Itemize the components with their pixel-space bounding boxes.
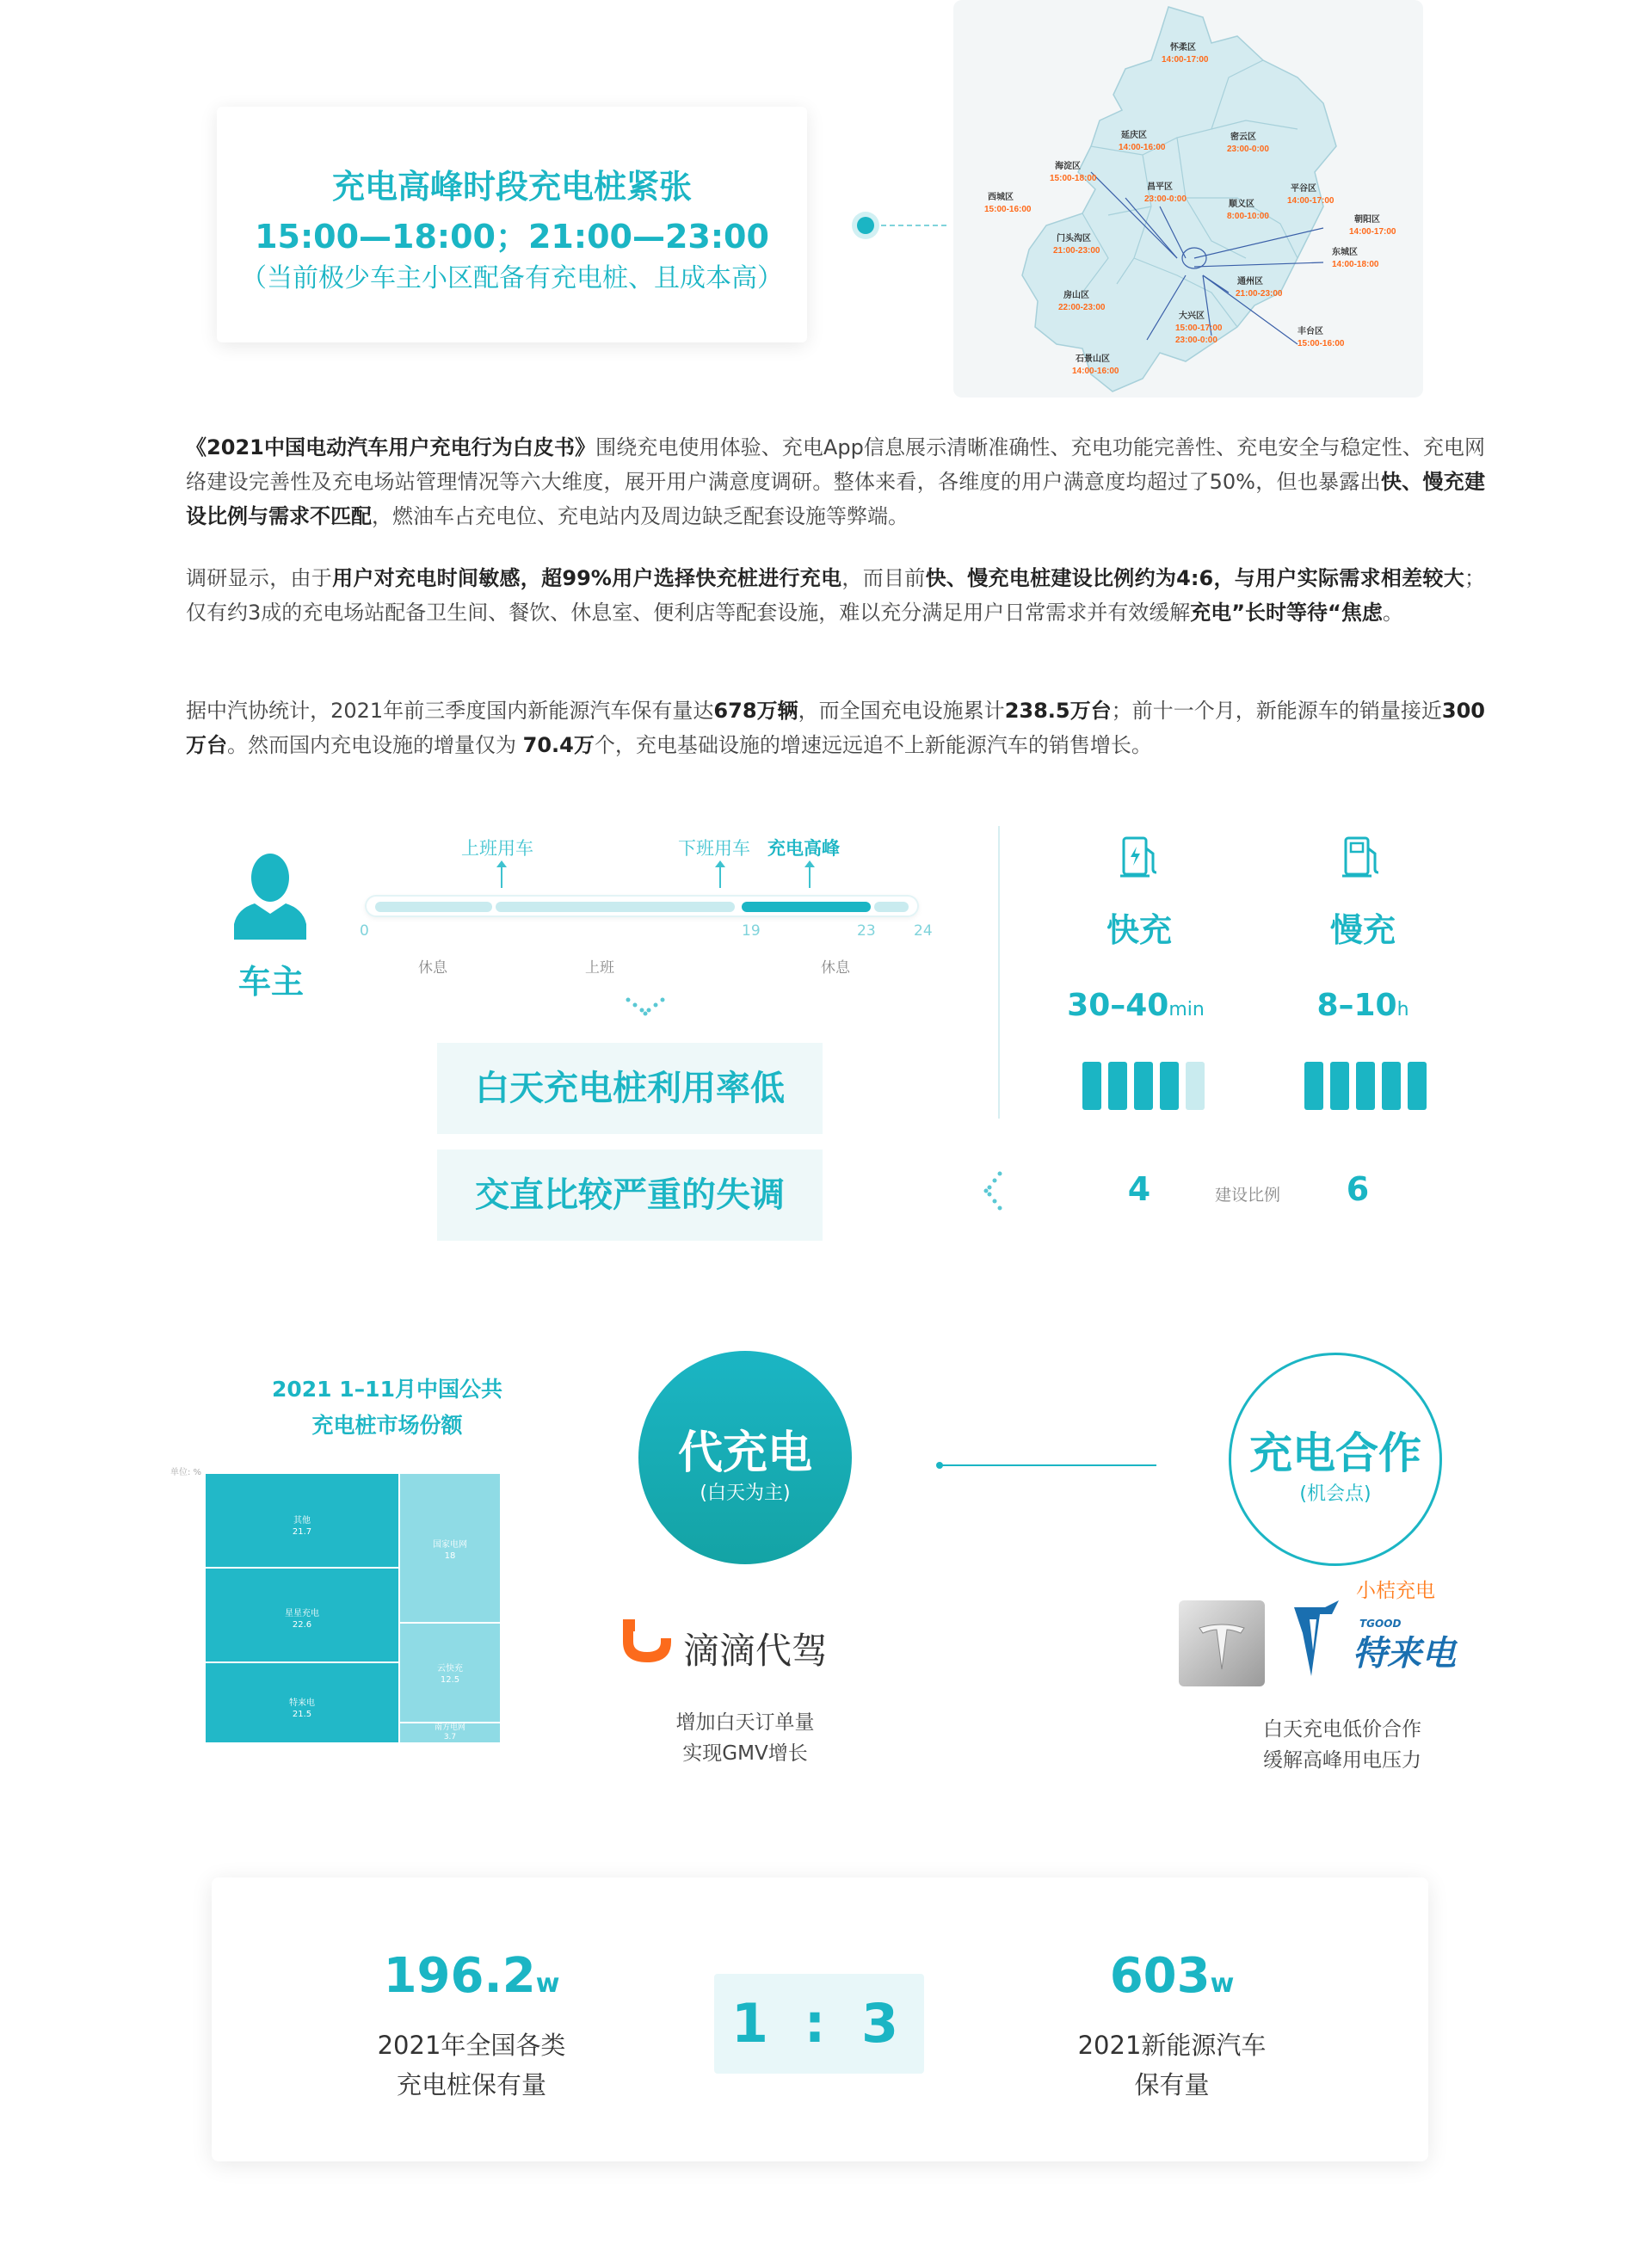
p3-value-4: 70.4万 [522,733,595,757]
owner-label: 车主 [237,963,304,1001]
p2-highlight-2: 快、慢充电桩建设比例约为4:6，与用户实际需求相差较大 [925,566,1465,590]
charger-caption-1: 2021年全国各类 [377,2031,566,2060]
label-peak: 充电高峰 [767,838,840,859]
cell-value: 21.7 [292,1527,312,1537]
meter-bar [1356,1062,1375,1110]
fast-time-unit: min [1168,999,1205,1020]
p2-text-end: 。 [1382,601,1403,625]
cell-name: 国家电网 [433,1540,467,1550]
arrow-commute-from [719,864,721,888]
cooperation-circle [1229,1353,1442,1566]
district-peak-time: 21:00-23:00 [1236,289,1283,299]
proxy-charging-sub: (白天为主) [700,1483,791,1504]
fast-charge-time [1050,988,1222,1023]
district-peak-time: 23:00-0:00 [1175,336,1217,345]
district-peak-time: 15:00-16:00 [1298,339,1345,348]
segment-work [496,902,735,912]
chevron-left-icon [981,1170,1005,1211]
cell-value: 21.5 [292,1710,312,1719]
tick-0: 0 [360,922,369,940]
p2-text-2: ，而目前 [841,566,926,590]
district-name: 门头沟区 [1057,234,1091,244]
district-name: 西城区 [988,193,1014,202]
district-name: 怀柔区 [1170,43,1196,52]
meter-bar [1382,1062,1401,1110]
tick-19: 19 [742,922,761,940]
segment-peak [742,902,871,912]
district-name: 昌平区 [1147,182,1173,192]
district-peak-time: 15:00-16:00 [984,205,1032,214]
p3-value-1: 678万辆 [713,699,798,723]
peak-hours-card [217,107,807,342]
connector-dot [857,217,874,234]
district-name: 石景山区 [1076,354,1110,364]
didi-logo-icon [620,1616,675,1668]
label-commute-from: 下班用车 [678,838,750,859]
cell-name: 星星充电 [285,1609,319,1618]
ev-caption-1: 2021新能源汽车 [1077,2031,1267,2060]
cell-name: 南方电网 [434,1723,465,1732]
fast-bar-meter [1082,1062,1205,1110]
tgood-brand: TGOOD [1359,1618,1402,1630]
xiaoju-label: 小桔充电 [1356,1580,1435,1602]
treemap-cell-starcharge [205,1568,399,1662]
p3-text: 据中汽协统计，2021年前三季度国内新能源汽车保有量达 [186,699,714,723]
tesla-logo [1179,1600,1265,1686]
slow-time-value: 8–10 [1316,988,1397,1023]
chevron-down-icon [625,995,666,1020]
beijing-map [953,0,1423,398]
ev-count-value: 603 [1109,1948,1211,2004]
timeline-track [365,895,919,917]
status-imbalance: 交直比较严重的失调 [437,1150,823,1241]
label-commute-to: 上班用车 [461,838,533,859]
peak-times: 15:00—18:00；21:00—23:00 [255,218,769,256]
cooperation-caption [1213,1714,1471,1776]
charger-count [334,1948,609,2004]
tgood-name: 特来电 [1353,1634,1456,1674]
tgood-logo-icon [1291,1599,1351,1678]
meter-bar [1082,1062,1101,1110]
district-peak-time: 15:00-18:00 [1050,174,1097,183]
market-share-treemap [205,1473,501,1743]
fast-time-value: 30–40 [1067,988,1169,1023]
district-name: 密云区 [1230,133,1256,142]
phase-rest-2: 休息 [821,959,850,977]
treemap-cell-csg [399,1723,501,1743]
district-name: 延庆区 [1121,131,1147,140]
district-name: 东城区 [1332,248,1358,257]
meter-bar [1160,1062,1179,1110]
meter-bar [1304,1062,1323,1110]
p3-value-3: 300万台 [186,699,1486,757]
charger-count-value: 196.2 [383,1948,536,2004]
market-share-title-2: 充电桩市场份额 [311,1413,463,1438]
arrow-peak [809,864,811,888]
user-icon [234,850,306,940]
divider [998,826,1000,1119]
district-peak-time: 14:00-17:00 [1349,227,1396,237]
p1-text: 围绕充电使用体验、充电App信息展示清晰准确性、充电功能完善性、充电安全与稳定性、充电网络建设完善性及充电场站管理情况等六大维度，展开用户满意度调研。整体来看，各维度的用户满意度均超过了50%，但也暴露出 [186,435,1486,494]
ratio-label: 建设比例 [1215,1186,1281,1205]
whitepaper-title: 《2021中国电动汽车用户充电行为白皮书》 [186,435,596,459]
district-peak-time: 14:00-17:00 [1162,55,1209,65]
district-name: 通州区 [1237,277,1263,287]
p3-text-3: ；前十一个月，新能源车的销量接近 [1111,699,1442,723]
district-name: 平谷区 [1291,184,1316,194]
p2-text: 调研显示，由于 [186,566,333,590]
tick-23: 23 [857,922,876,940]
slow-charge-time [1277,988,1449,1023]
district-peak-time: 14:00-16:00 [1072,367,1119,376]
charger-count-caption [334,2025,609,2105]
district-peak-time: 8:00-10:00 [1227,212,1269,221]
ev-count-caption [1034,2025,1310,2105]
didi-caption [616,1707,874,1769]
district-peak-time: 14:00-18:00 [1332,260,1379,269]
tick-24: 24 [914,922,933,940]
district-name: 大兴区 [1179,311,1205,321]
peak-note: （当前极少车主小区配备有充电桩、且成本高） [241,263,783,293]
p1-text-end: ，燃油车占充电位、充电站内及周边缺乏配套设施等弊端。 [372,504,909,528]
paragraph-statistics [186,694,1485,762]
cell-value: 3.7 [443,1733,457,1742]
didi-caption-2: 实现GMV增长 [682,1742,808,1765]
proxy-charging-circle [638,1351,852,1564]
p2-highlight-3: 充电”长时等待“焦虑 [1190,601,1383,625]
p1-highlight: 快、慢充建设比例与需求不匹配 [186,470,1486,528]
meter-bar [1330,1062,1349,1110]
meter-bar [1408,1062,1427,1110]
phase-rest-1: 休息 [418,959,447,977]
district-peak-time: 15:00-17:00 [1175,324,1223,333]
meter-bar [1186,1062,1205,1110]
p3-value-2: 238.5万台 [1004,699,1112,723]
ev-count-unit: w [1210,1969,1235,1999]
cooperation-sub: (机会点) [1299,1483,1372,1505]
proxy-charging-title: 代充电 [677,1427,812,1479]
treemap-cell-teld [205,1662,399,1743]
slow-charger-icon [1342,835,1382,879]
market-share-title-1: 2021 1–11月中国公共 [272,1377,502,1402]
tesla-icon [1179,1600,1265,1686]
district-name: 丰台区 [1298,327,1323,336]
didi-caption-1: 增加白天订单量 [675,1711,815,1734]
district-peak-time: 14:00-16:00 [1119,143,1166,152]
coop-caption-2: 缓解高峰用电压力 [1263,1749,1421,1772]
cell-value: 22.6 [292,1620,312,1630]
fast-charger-icon [1120,835,1160,879]
p2-text-3: ；仅有约3成的充电场站配备卫生间、餐饮、休息室、便利店等配套设施，难以充分满足用户日常需求并有效缓解 [186,566,1486,625]
p2-highlight-1: 用户对充电时间敏感，超99%用户选择快充桩进行充电 [332,566,842,590]
slow-bar-meter [1304,1062,1427,1110]
peak-title: 充电高峰时段充电桩紧张 [331,168,692,206]
district-peak-time: 23:00-0:00 [1227,145,1269,154]
didi-name: 滴滴代驾 [683,1630,829,1672]
district-name: 朝阳区 [1354,215,1380,225]
treemap-cell-other [205,1473,399,1568]
district-name: 顺义区 [1229,200,1254,209]
charger-count-unit: w [535,1969,560,1999]
district-peak-time: 22:00-23:00 [1058,303,1106,312]
cell-value: 12.5 [440,1675,460,1685]
district-peak-time: 23:00-0:00 [1144,194,1187,204]
phase-work: 上班 [585,959,614,977]
cooperation-title: 充电合作 [1249,1428,1421,1478]
fast-charge-title: 快充 [1106,911,1172,949]
segment-rest-morning [375,902,492,912]
cell-name: 其他 [293,1516,311,1526]
treemap-cell-stategrid [399,1473,501,1623]
district-name: 海淀区 [1055,162,1081,171]
slow-charge-title: 慢充 [1329,911,1396,949]
cell-name: 云快充 [437,1664,463,1674]
district-peak-time: 14:00-17:00 [1287,196,1335,206]
ev-caption-2: 保有量 [1134,2070,1210,2099]
district-peak-time: 21:00-23:00 [1053,246,1100,256]
coop-caption-1: 白天充电低价合作 [1263,1718,1421,1741]
market-share-unit: 单位: % [170,1468,202,1477]
cell-value: 18 [444,1551,456,1561]
market-share-title [206,1372,568,1444]
meter-bar [1108,1062,1127,1110]
paragraph-survey [186,561,1485,630]
connector-line [941,1464,1156,1466]
district-name: 房山区 [1063,291,1089,300]
ratio-box: 1 : 3 [714,1974,924,2074]
p3-text-end: 个，充电基础设施的增速远远追不上新能源汽车的销售增长。 [594,733,1152,757]
p3-text-2: ，而全国充电设施累计 [798,699,1005,723]
status-low-utilization: 白天充电桩利用率低 [437,1043,823,1134]
treemap-cell-ykc [399,1623,501,1723]
slow-time-unit: h [1396,999,1409,1020]
p3-text-4: 。然而国内充电设施的增量仅为 [227,733,523,757]
segment-rest-night [874,902,909,912]
charger-caption-2: 充电桩保有量 [396,2070,546,2099]
paragraph-whitepaper [186,430,1485,533]
slow-ratio: 6 [1346,1170,1370,1208]
ev-count [1034,1948,1310,2004]
connector-line [881,225,946,226]
arrow-commute-to [501,864,502,888]
cell-name: 特来电 [289,1698,315,1708]
meter-bar [1134,1062,1153,1110]
fast-ratio: 4 [1127,1170,1151,1208]
